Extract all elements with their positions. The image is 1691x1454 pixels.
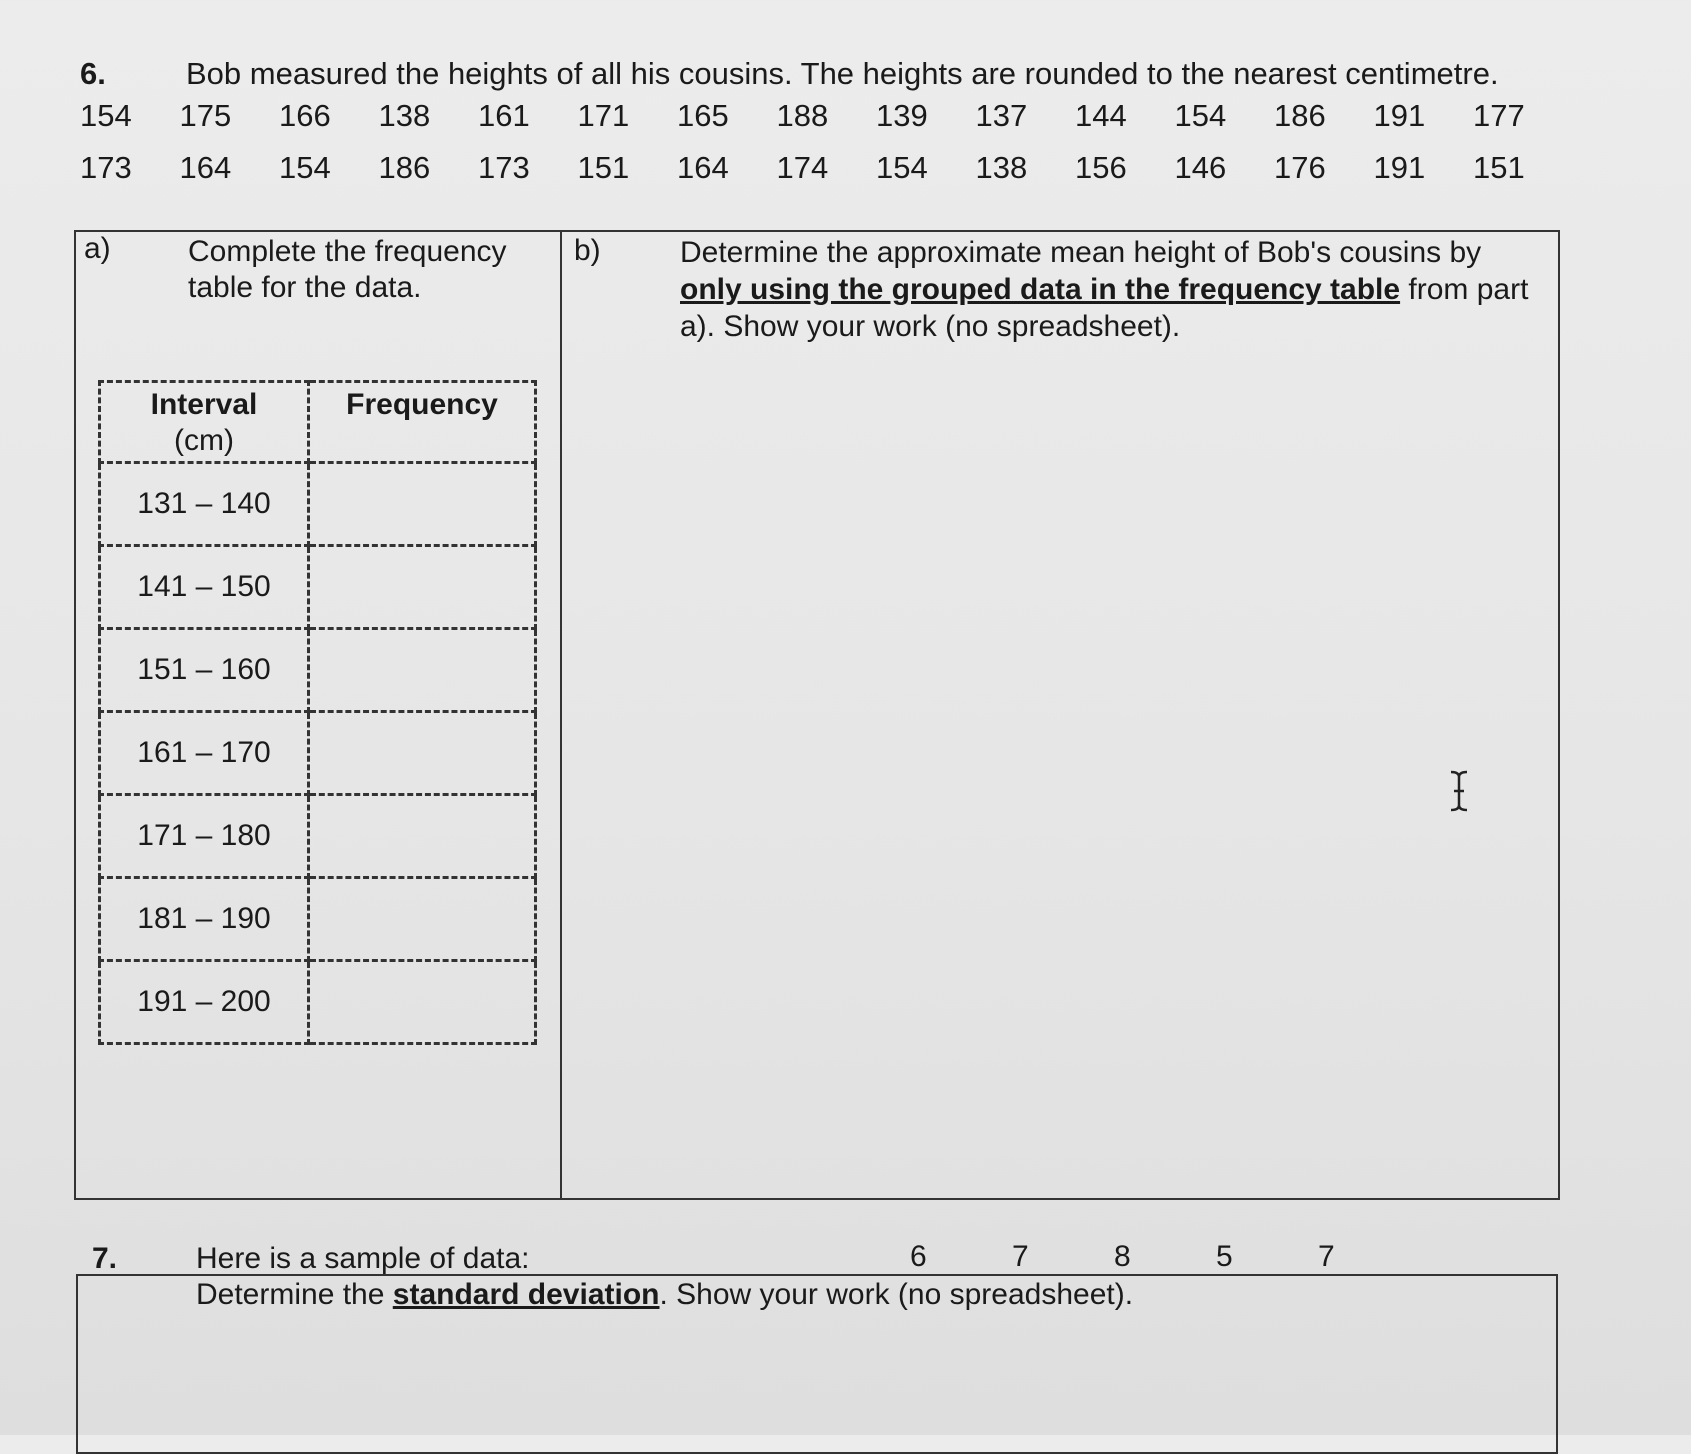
frequency-cell[interactable]	[309, 629, 536, 712]
question-6-answer-box	[74, 230, 1560, 1200]
interval-cell: 151 – 160	[100, 629, 309, 712]
height-value: 154	[1174, 98, 1227, 133]
interval-cell: 171 – 180	[100, 795, 309, 878]
part-b-instructions	[680, 234, 1540, 345]
sample-value: 8	[1114, 1240, 1131, 1273]
sample-value: 5	[1216, 1240, 1233, 1273]
height-value: 165	[677, 98, 729, 133]
height-value: 177	[1473, 98, 1525, 133]
sample-value: 6	[910, 1240, 927, 1273]
height-value: 173	[80, 150, 132, 185]
frequency-cell[interactable]	[309, 546, 536, 629]
height-value: 154	[80, 98, 132, 133]
height-value: 186	[1274, 98, 1326, 133]
height-value: 137	[975, 98, 1028, 133]
interval-cell: 181 – 190	[100, 878, 309, 961]
part-a-label: a)	[84, 232, 111, 265]
sample-value: 7	[1012, 1240, 1029, 1273]
height-value: 138	[975, 150, 1028, 185]
frequency-cell[interactable]	[309, 712, 536, 795]
height-value: 139	[876, 98, 928, 133]
height-value: 166	[279, 98, 331, 133]
height-value: 171	[577, 98, 630, 133]
height-value: 188	[776, 98, 829, 133]
height-value: 151	[577, 150, 630, 185]
part-b-text-start: Determine the approximate mean height of Bob's cousins by	[680, 236, 1482, 269]
part-b-label: b)	[574, 234, 601, 267]
interval-header-label: Interval	[150, 388, 258, 421]
table-row	[100, 961, 536, 1044]
q7-emphasis: standard deviation	[392, 1278, 660, 1311]
height-value: 186	[378, 150, 431, 185]
heights-row-1	[80, 98, 1573, 134]
interval-cell: 141 – 150	[100, 546, 309, 629]
question-7-prompt: Here is a sample of data:	[196, 1242, 530, 1275]
part-a-instructions: Complete the frequency table for the data.	[188, 235, 507, 304]
height-value: 151	[1473, 150, 1525, 185]
height-value: 174	[776, 150, 829, 185]
height-value: 191	[1373, 98, 1426, 133]
interval-header	[100, 382, 309, 463]
height-value: 164	[677, 150, 729, 185]
table-row	[100, 795, 536, 878]
table-row	[100, 463, 536, 546]
height-value: 176	[1274, 150, 1326, 185]
height-value: 175	[179, 98, 232, 133]
q7-text-start: Determine the	[196, 1278, 393, 1311]
table-row	[100, 546, 536, 629]
table-row	[100, 712, 536, 795]
height-value: 154	[279, 150, 331, 185]
q7-text-end: . Show your work (no spreadsheet).	[659, 1278, 1134, 1311]
text-cursor-icon	[1448, 770, 1470, 812]
question-7-header	[92, 1242, 530, 1276]
height-value: 164	[179, 150, 232, 185]
frequency-cell[interactable]	[309, 463, 536, 546]
heights-row-2	[80, 150, 1573, 186]
height-value: 154	[876, 150, 928, 185]
part-b-emphasis: only using the grouped data in the frequency table	[680, 273, 1401, 306]
interval-cell: 161 – 170	[100, 712, 309, 795]
height-value: 144	[1075, 98, 1127, 133]
column-divider	[560, 232, 562, 1198]
frequency-header: Frequency	[309, 382, 536, 463]
table-row	[100, 878, 536, 961]
table-row	[100, 629, 536, 712]
height-value: 173	[478, 150, 530, 185]
frequency-table	[98, 380, 537, 1045]
part-b-text-end: from part a). Show your work (no spreadsheet).	[680, 273, 1529, 343]
interval-cell: 191 – 200	[100, 961, 309, 1044]
question-6-header	[80, 56, 1499, 92]
question-6-number: 6.	[80, 56, 106, 91]
height-value: 161	[478, 98, 530, 133]
frequency-cell[interactable]	[309, 878, 536, 961]
height-value: 138	[378, 98, 431, 133]
question-6-prompt: Bob measured the heights of all his cousins. The heights are rounded to the nearest centimetre.	[186, 56, 1499, 91]
question-7-instructions	[196, 1278, 1133, 1312]
sample-data-values	[910, 1240, 1420, 1274]
interval-cell: 131 – 140	[100, 463, 309, 546]
frequency-cell[interactable]	[309, 961, 536, 1044]
sample-value: 7	[1318, 1240, 1335, 1273]
frequency-cell[interactable]	[309, 795, 536, 878]
height-value: 191	[1373, 150, 1426, 185]
height-value: 146	[1174, 150, 1227, 185]
interval-header-unit: (cm)	[174, 424, 234, 457]
question-7-number: 7.	[92, 1242, 118, 1275]
height-value: 156	[1075, 150, 1127, 185]
